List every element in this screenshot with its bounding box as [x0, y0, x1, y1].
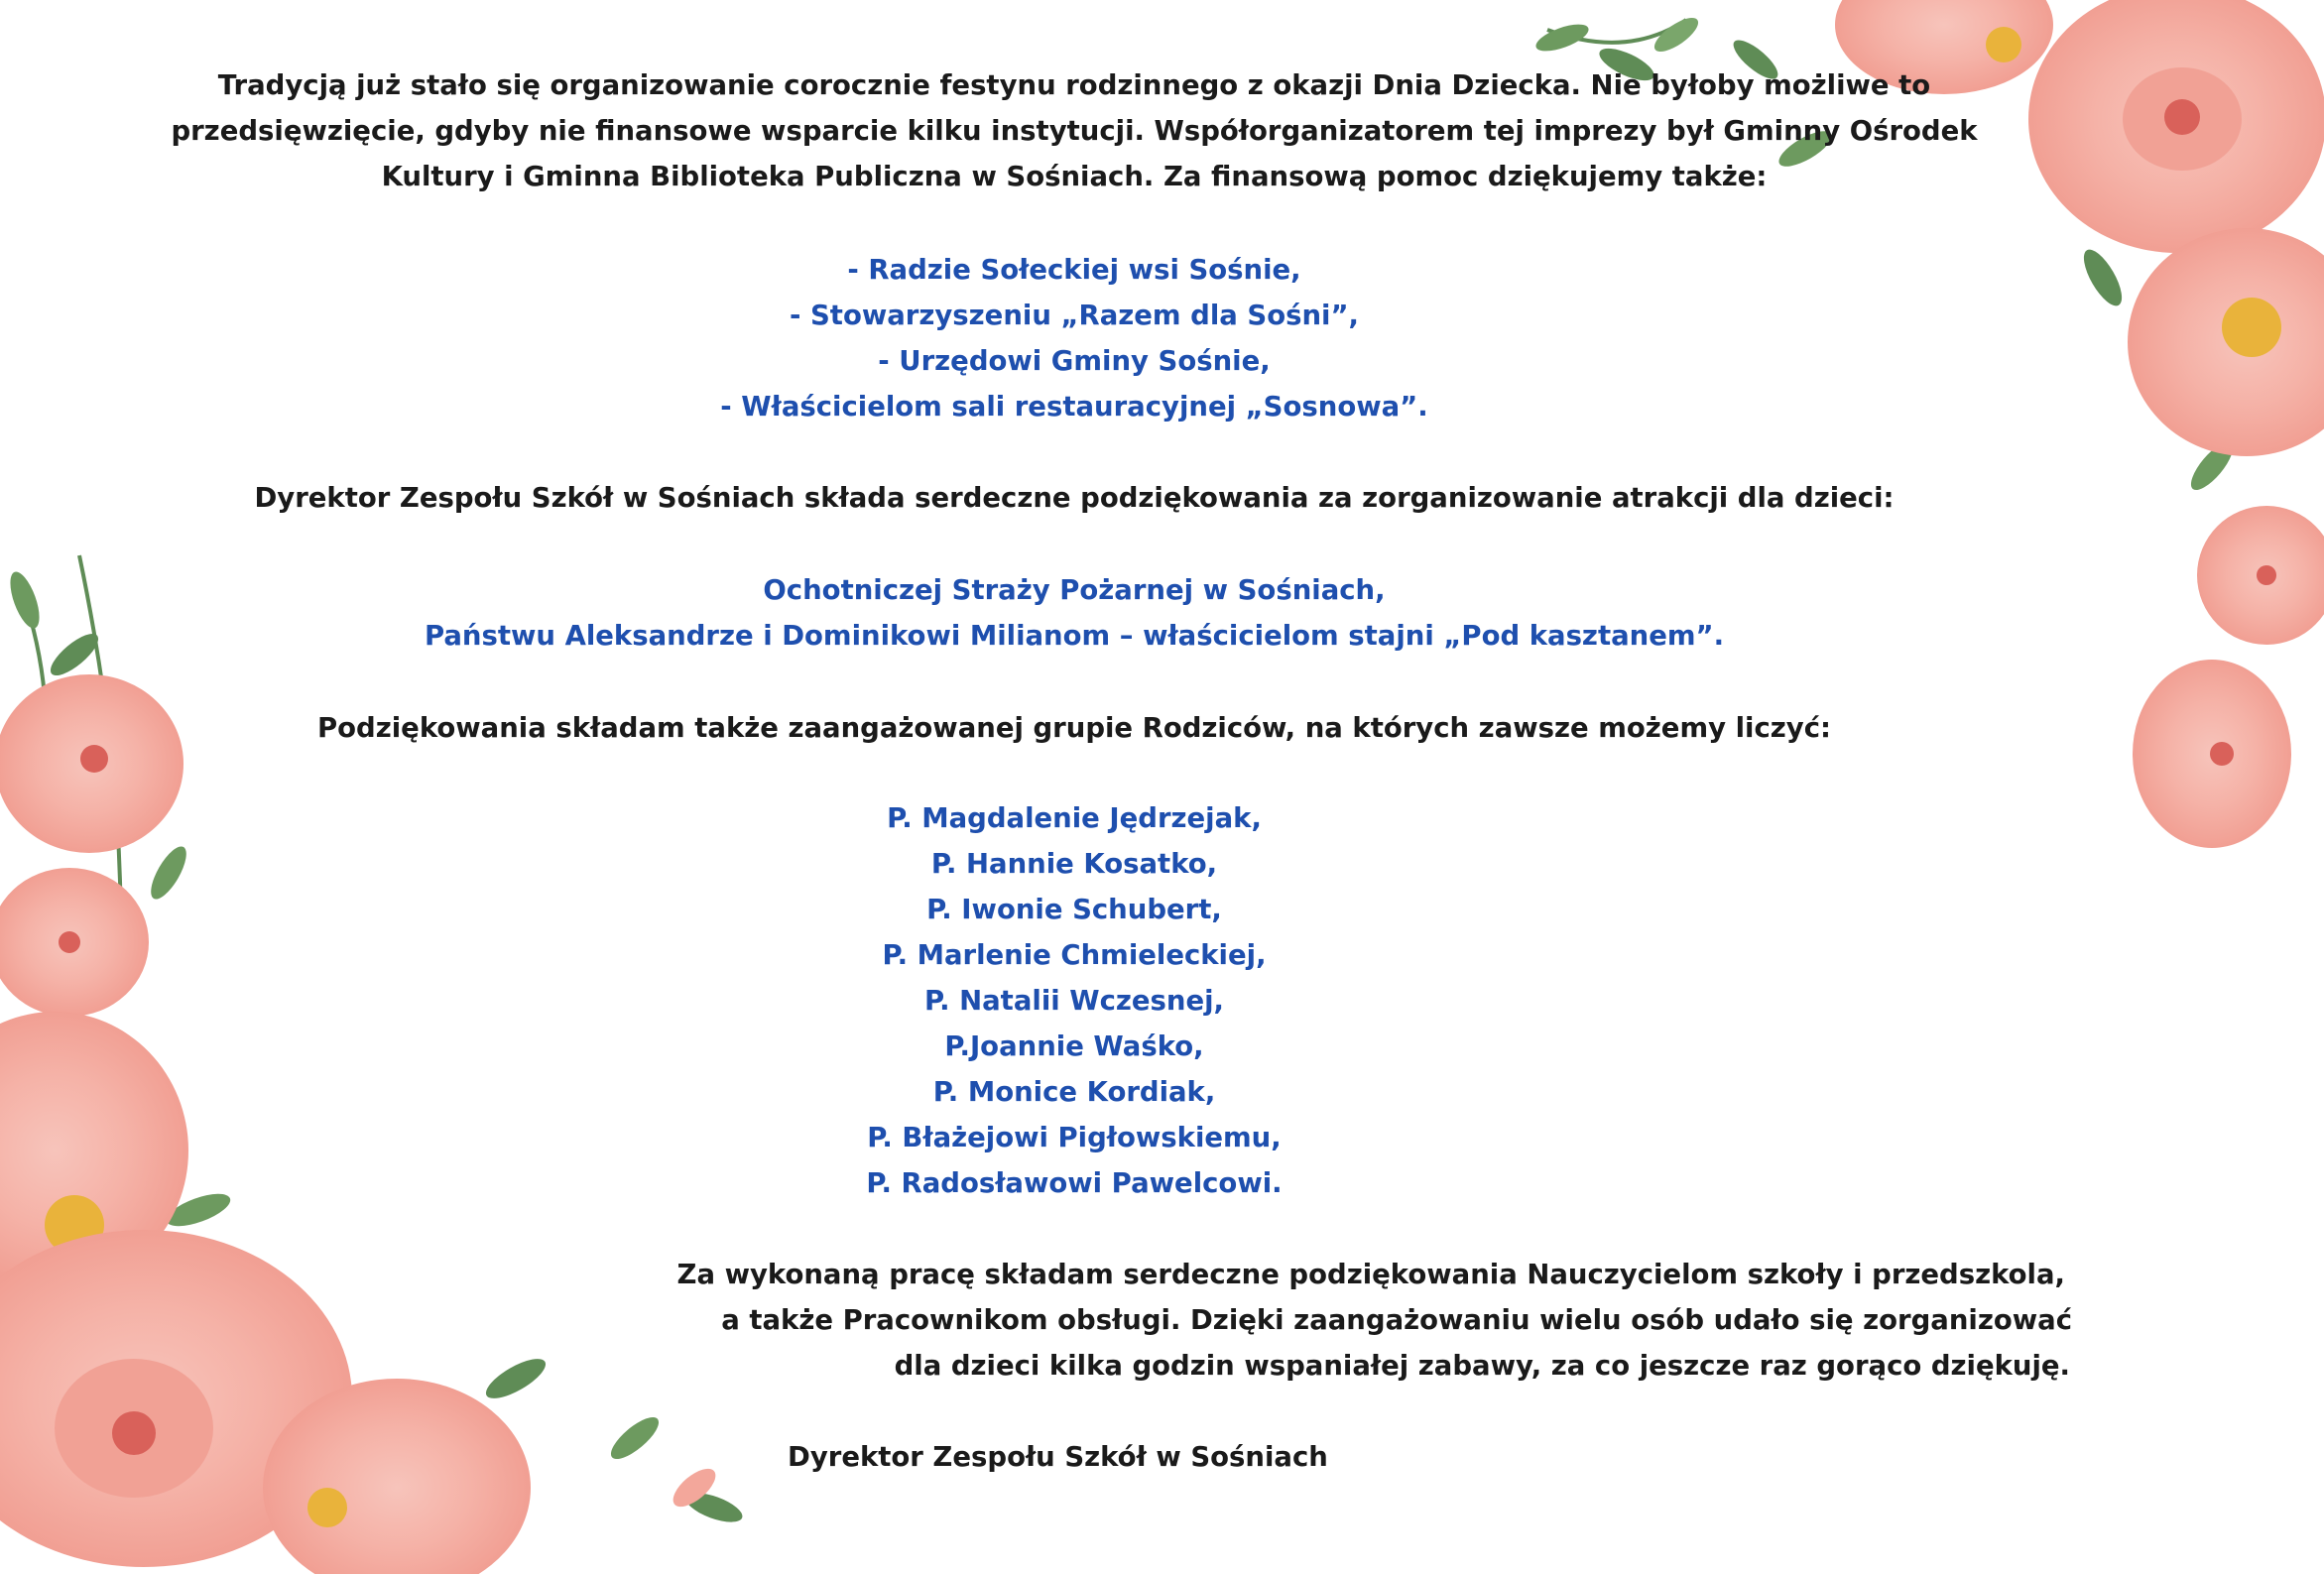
- parents-intro: Podziękowania składam także zaangażowanej grupie Rodziców, na których zawsze możemy liczyć:: [317, 712, 1831, 744]
- sponsor-item: - Stowarzyszeniu „Razem dla Sośni”,: [790, 300, 1359, 331]
- attraction-item: Ochotniczej Straży Pożarnej w Sośniach,: [763, 574, 1386, 606]
- parent-item: P. Radosławowi Pawelcowi.: [866, 1167, 1283, 1199]
- parent-item: P. Natalii Wczesnej,: [923, 985, 1225, 1017]
- parent-item: P. Błażejowi Pigłowskiemu,: [867, 1122, 1282, 1153]
- parent-item: P.Joannie Waśko,: [944, 1030, 1204, 1062]
- closing-line-1: Za wykonaną pracę składam serdeczne podziękowania Nauczycielom szkoły i przedszkola,: [676, 1259, 2065, 1290]
- director-intro: Dyrektor Zespołu Szkół w Sośniach składa serdeczne podziękowania za zorganizowanie atrakcji dla dzieci:: [254, 482, 1895, 514]
- intro-line-2: przedsięwzięcie, gdyby nie finansowe wsparcie kilku instytucji. Współorganizatorem tej imprezy był Gminny Ośrodek: [171, 115, 1978, 147]
- parent-item: P. Magdalenie Jędrzejak,: [887, 802, 1262, 834]
- sponsor-item: - Urzędowi Gminy Sośnie,: [878, 345, 1271, 377]
- sponsor-item: - Radzie Sołeckiej wsi Sośnie,: [847, 254, 1301, 286]
- intro-line-1: Tradycją już stało się organizowanie corocznie festynu rodzinnego z okazji Dnia Dziecka. Nie byłoby możliwe to: [217, 69, 1931, 101]
- sponsor-item: - Właścicielom sali restauracyjnej „Sosnowa”.: [720, 391, 1428, 423]
- parent-item: P. Iwonie Schubert,: [926, 894, 1222, 925]
- parent-item: P. Monice Kordiak,: [932, 1076, 1216, 1108]
- signature: Dyrektor Zespołu Szkół w Sośniach: [788, 1441, 1328, 1473]
- closing-line-3: dla dzieci kilka godzin wspaniałej zabawy, za co jeszcze raz gorąco dziękuję.: [894, 1350, 2070, 1382]
- parent-item: P. Hannie Kosatko,: [930, 848, 1218, 880]
- attraction-item: Państwu Aleksandrze i Dominikowi Milianom – właścicielom stajni „Pod kasztanem”.: [424, 620, 1725, 652]
- parent-item: P. Marlenie Chmieleckiej,: [882, 939, 1267, 971]
- closing-line-2: a także Pracownikom obsługi. Dzięki zaangażowaniu wielu osób udało się zorganizować: [721, 1304, 2072, 1336]
- intro-line-3: Kultury i Gminna Biblioteka Publiczna w Sośniach. Za finansową pomoc dziękujemy także:: [381, 161, 1768, 192]
